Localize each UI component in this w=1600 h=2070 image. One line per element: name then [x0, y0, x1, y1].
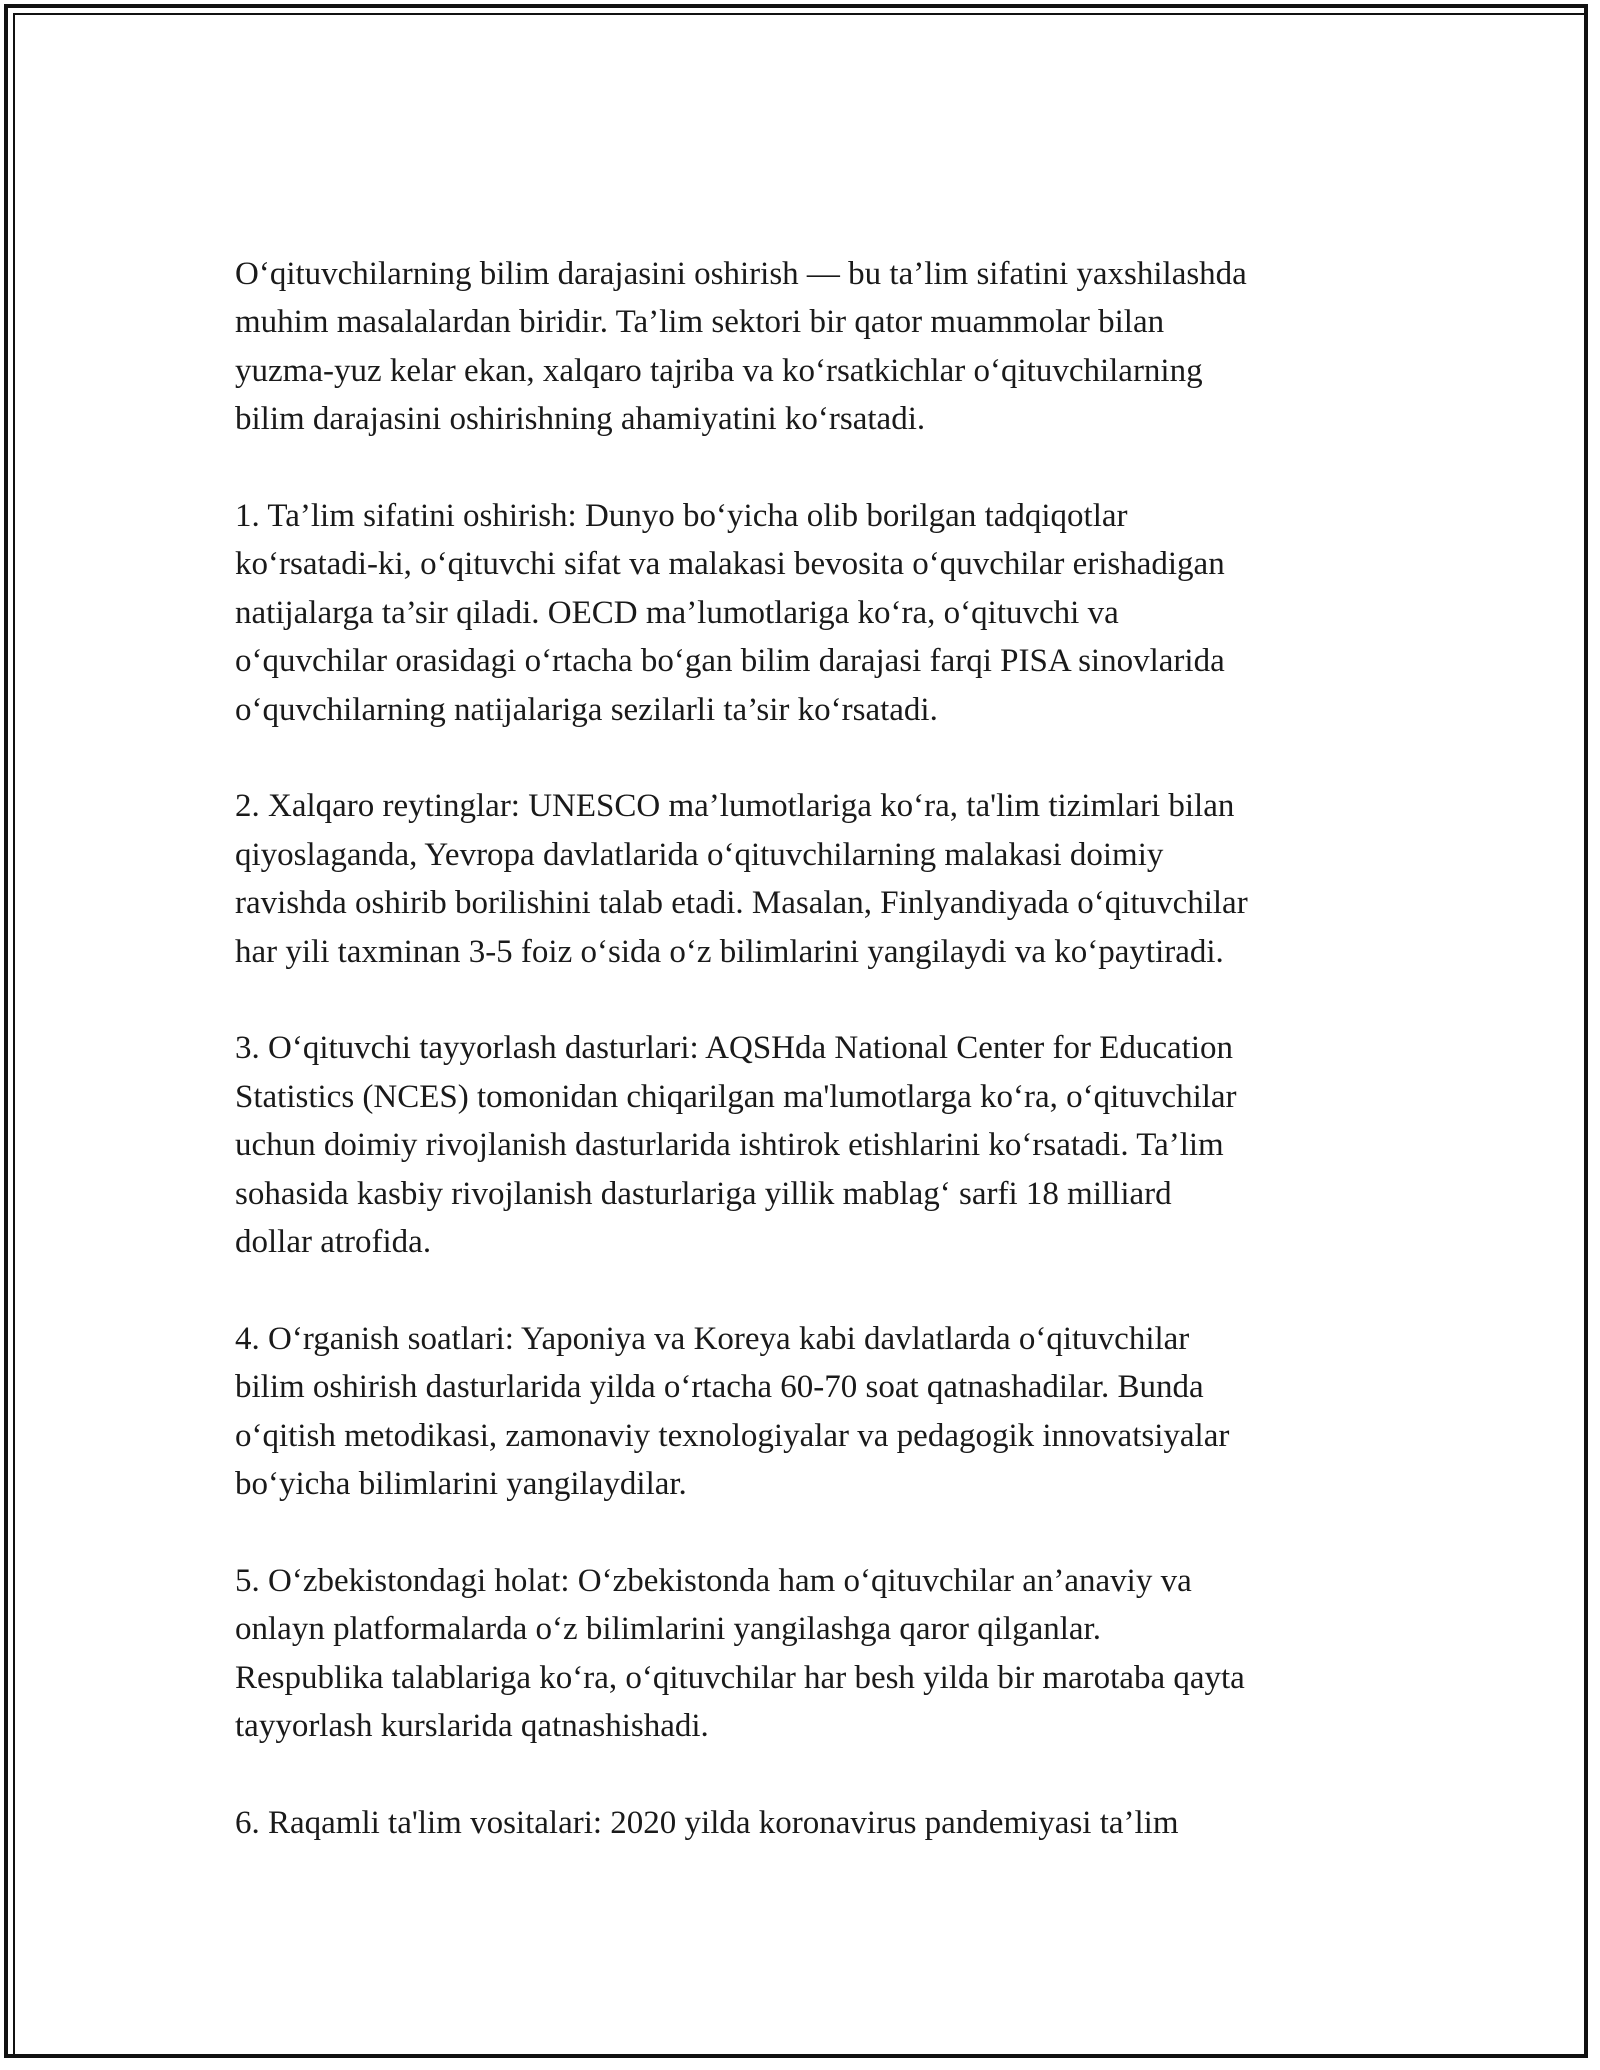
- point-6-paragraph: 6. Raqamli ta'lim vositalari: 2020 yilda koronavirus pandemiyasi ta’lim: [235, 1804, 1179, 1841]
- point-4-paragraph: 4. O‘rganish soatlari: Yaponiya va Koreya kabi davlatlarda o‘qituvchilar bilim oshirish dasturlarida yilda o‘rtacha 60-70 soat qatnashadilar. Bunda o‘qitish metodikasi, zamonaviy texnologiyalar va pedagogik innovatsiyalar bo‘yicha bilimlarini yangilaydilar.: [235, 1320, 1230, 1503]
- point-2-paragraph: 2. Xalqaro reytinglar: UNESCO ma’lumotlariga ko‘ra, ta'lim tizimlari bilan qiyoslaganda, Yevropa davlatlarida o‘qituvchilarning malakasi doimiy ravishda oshirib borilishini talab etadi. Masalan, Finlyandiyada o‘qituvchilar har yili taxminan 3-5 foiz o‘sida o‘z bilimlarini yangilaydi va ko‘paytiradi.: [235, 788, 1248, 970]
- intro-paragraph: O‘qituvchilarning bilim darajasini oshirish — bu ta’lim sifatini yaxshilashda muhim masalalardan biridir. Ta’lim sektori bir qator muammolar bilan yuzma-yuz kelar ekan, xalqaro tajriba va ko‘rsatkichlar o‘qituvchilarning bilim darajasini oshirishning ahamiyatini ko‘rsatadi.: [235, 256, 1247, 438]
- point-5-paragraph: 5. O‘zbekistondagi holat: O‘zbekistonda ham o‘qituvchilar an’anaviy va onlayn platformalarda o‘z bilimlarini yangilashga qaror qilganlar. Respublika talablariga ko‘ra, o‘qituvchilar har besh yilda bir marotaba qayta tayyorlash kurslarida qatnashishadi.: [235, 1562, 1245, 1745]
- point-3-paragraph: 3. O‘qituvchi tayyorlash dasturlari: AQSHda National Center for Education Statistics (NCES) tomonidan chiqarilgan ma'lumotlarga ko‘ra, o‘qituvchilar uchun doimiy rivojlanish dasturlarida ishtirok etishlarini ko‘rsatadi. Ta’lim sohasida kasbiy rivojlanish dasturlariga yillik mablag‘ sarfi 18 milliard dollar atrofida.: [235, 1030, 1237, 1261]
- point-1-paragraph: 1. Ta’lim sifatini oshirish: Dunyo bo‘yicha olib borilgan tadqiqotlar ko‘rsatadi-ki, o‘qituvchi sifat va malakasi bevosita o‘quvchilar erishadigan natijalarga ta’sir qiladi. OECD ma’lumotlariga ko‘ra, o‘qituvchi va o‘quvchilar orasidagi o‘rtacha bo‘gan bilim darajasi farqi PISA sinovlarida o‘quvchilarning natijalariga sezilarli ta’sir ko‘rsatadi.: [235, 498, 1225, 728]
- document-body: [235, 250, 1385, 1896]
